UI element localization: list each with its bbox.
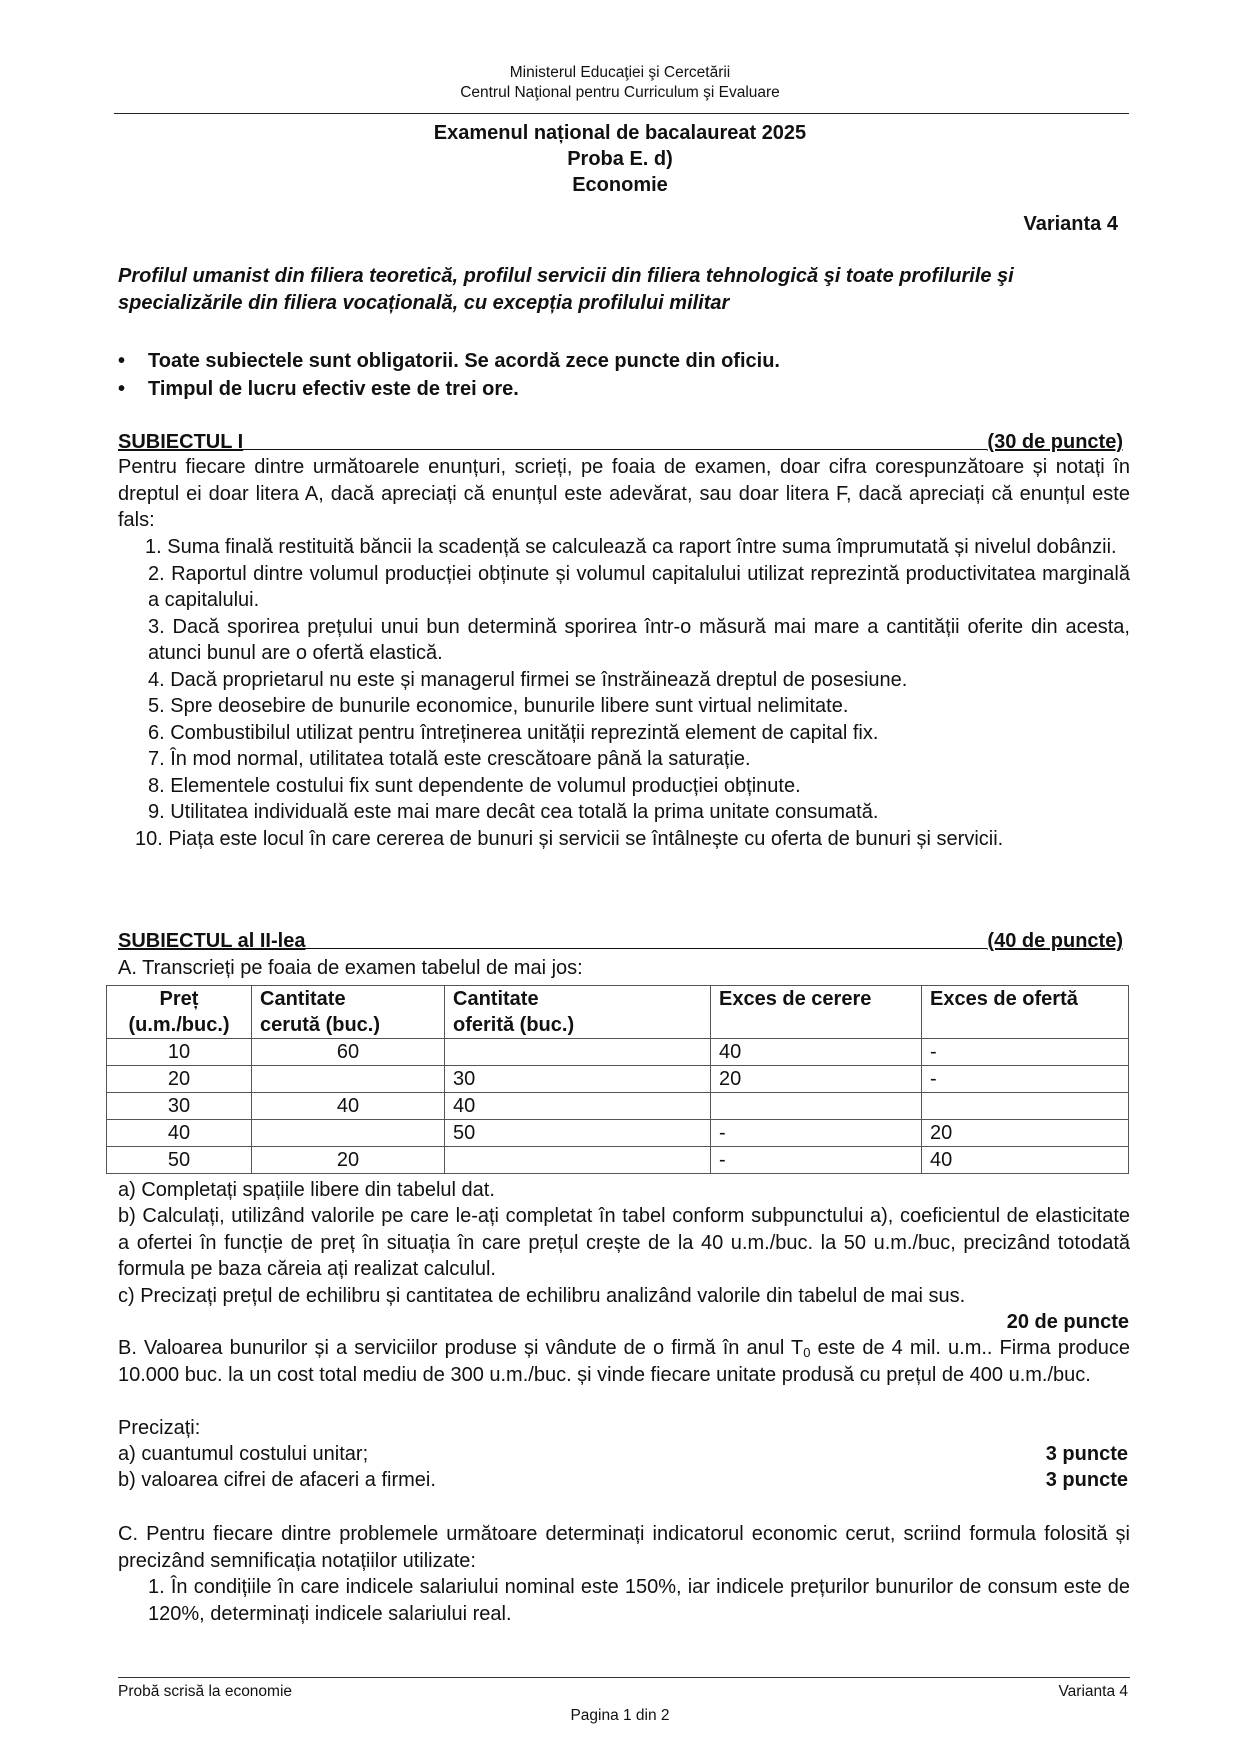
- ministry-name: Ministerul Educaţiei şi Cercetării: [509, 64, 731, 81]
- footer-exam-name: Probă scrisă la economie: [118, 1683, 293, 1700]
- table-row: [107, 1147, 1129, 1174]
- subject2-b-task-b: b) valoarea cifrei de afaceri a firmei. 3 puncte: [118, 1467, 1128, 1494]
- statement-item: 6. Combustibilul utilizat pentru întreținerea unității reprezintă element de capital fix.: [148, 721, 879, 744]
- cell-excess-demand: 40: [711, 1039, 922, 1066]
- subject2-b-a-points: 3 puncte: [1045, 1443, 1128, 1465]
- subject2-b-task-a: a) cuantumul costului unitar; 3 puncte: [118, 1441, 1128, 1468]
- rule-item: • Timpul de lucru efectiv este de trei ore.: [118, 375, 780, 403]
- footer-variant: Varianta 4: [1058, 1683, 1128, 1700]
- subject1-instructions: Pentru fiecare dintre următoarele enunțuri, scrieți, pe foaia de examen, doar cifra corespunzătoare și notați în dreptul ei doar litera A, dacă apreciați că enunțul este adevărat, sau doar litera F, dacă apreciați că enunțul este fals:: [118, 456, 1130, 531]
- subject2-c-item1: 1. În condițiile în care indicele salariului nominal este 150%, iar indicele prețurilor bunurilor de consum este de 120%, determinați indicele salariului real.: [148, 1576, 1130, 1625]
- cell-demanded: 20: [252, 1147, 445, 1174]
- header-divider: [114, 113, 1129, 114]
- statement-item: 10. Piața este locul în care cererea de bunuri și servicii se întâlnește cu oferta de bunuri și servicii.: [135, 827, 1004, 850]
- cell-excess-supply: -: [922, 1066, 1129, 1093]
- cell-demanded: [252, 1066, 445, 1093]
- rule-item: • Toate subiectele sunt obligatorii. Se acordă zece puncte din oficiu.: [118, 347, 780, 375]
- evaluation-center-name: Centrul Naţional pentru Curriculum şi Evaluare: [460, 84, 780, 101]
- table-row: [107, 1093, 1129, 1120]
- subject2-a-points: 20 de puncte: [1006, 1311, 1129, 1333]
- table-row: [107, 1120, 1129, 1147]
- header-excess-demand: Exces de cerere: [711, 986, 922, 1039]
- table-row: [107, 1066, 1129, 1093]
- cell-supplied: 50: [445, 1120, 711, 1147]
- header-excess-supply: Exces de ofertă: [922, 986, 1129, 1039]
- cell-supplied: 30: [445, 1066, 711, 1093]
- statement-item: 4. Dacă proprietarul nu este și managerul firmei se înstrăinează dreptul de posesiune.: [148, 668, 908, 691]
- cell-excess-demand: 20: [711, 1066, 922, 1093]
- subject2-b-text: B. Valoarea bunurilor și a serviciilor produse și vândute de o firmă în anul $T_0$ este de 4 mil. u.m.. Firma produce 10.000 buc. la un cost total mediu de 300 u.m./buc. și vinde fiecare unitate produsă cu prețul de 400 u.m./buc.: [118, 1337, 1130, 1386]
- header-demanded-qty: Cantitate cerută (buc.): [252, 986, 445, 1039]
- bullet-icon: •: [118, 350, 126, 372]
- statement-item: 8. Elementele costului fix sunt dependente de volumul producției obținute.: [148, 774, 801, 797]
- cell-price: 20: [107, 1066, 252, 1093]
- cell-supplied: 40: [445, 1093, 711, 1120]
- bullet-icon: •: [118, 378, 126, 400]
- statement-item: 7. În mod normal, utilitatea totală este crescătoare până la saturație.: [148, 748, 751, 770]
- cell-demanded: 40: [252, 1093, 445, 1120]
- statement-item: 9. Utilitatea individuală este mai mare decât cea totală la prima unitate consumată.: [148, 801, 879, 823]
- header-price: Preț (u.m./buc.): [107, 986, 252, 1039]
- subject2-c-intro: C. Pentru fiecare dintre problemele următoare determinați indicatorul economic cerut, scriind formula folosită și precizând semnificația notațiilor utilizate:: [118, 1523, 1130, 1572]
- subject2-b-b-points: 3 puncte: [1045, 1469, 1128, 1491]
- exam-title: Examenul național de bacalaureat 2025: [433, 122, 807, 144]
- subject1-items: [118, 534, 1130, 852]
- market-table: [106, 985, 1129, 1174]
- cell-price: 40: [107, 1120, 252, 1147]
- cell-excess-demand: -: [711, 1147, 922, 1174]
- subject1-title: SUBIECTUL I: [118, 431, 244, 453]
- cell-price: 30: [107, 1093, 252, 1120]
- subject2-points: (40 de puncte): [987, 930, 1123, 952]
- subject2-heading: [118, 929, 1123, 953]
- cell-excess-supply: 40: [922, 1147, 1129, 1174]
- header-supplied-qty: Cantitate oferită (buc.): [445, 986, 711, 1039]
- statement-item: 5. Spre deosebire de bunurile economice, bunurile libere sunt virtual nelimitate.: [148, 695, 849, 717]
- cell-price: 50: [107, 1147, 252, 1174]
- cell-excess-demand: [711, 1093, 922, 1120]
- subject2-title: SUBIECTUL al II-lea: [118, 930, 306, 952]
- subject2-a-intro: A. Transcrieți pe foaia de examen tabelul de mai jos:: [118, 957, 583, 979]
- cell-supplied: [445, 1147, 711, 1174]
- exam-subject: Economie: [572, 174, 668, 196]
- cell-demanded: 60: [252, 1039, 445, 1066]
- subject2-a-task-c: c) Precizați prețul de echilibru și cantitatea de echilibru analizând valorile din tabelul de mai sus.: [118, 1285, 966, 1307]
- rules-list: [118, 347, 780, 403]
- cell-excess-supply: -: [922, 1039, 1129, 1066]
- statement-item: 1. Suma finală restituită băncii la scadență se calculează ca raport între suma împrumutată și nivelul dobânzii.: [145, 536, 1117, 558]
- subject1-heading: [118, 430, 1123, 454]
- table-header-row: [107, 986, 1129, 1039]
- table-row: [107, 1039, 1129, 1066]
- subject2-b-prompt: Precizați:: [118, 1417, 201, 1439]
- exam-proba: Proba E. d): [567, 148, 673, 170]
- cell-supplied: [445, 1039, 711, 1066]
- cell-demanded: [252, 1120, 445, 1147]
- cell-excess-supply: 20: [922, 1120, 1129, 1147]
- statement-item: 2. Raportul dintre volumul producției obținute și volumul capitalului utilizat reprezintă productivitatea marginală a capitalului.: [148, 562, 1130, 611]
- subject2-a-task-b: b) Calculați, utilizând valorile pe care le-ați completat în tabel conform subpunctului a), coeficientul de elasticitate a ofertei în funcție de preț în situația în care prețul crește de la 40 u.m./buc. la 50 u.m./buc, precizând totodată formula pe baza căreia ați realizat calculul.: [118, 1205, 1130, 1280]
- statement-item: 3. Dacă sporirea prețului unui bun determină sporirea într-o măsură mai mare a cantității oferite din acesta, atunci bunul are o ofertă elastică.: [148, 615, 1130, 664]
- subject1-points: (30 de puncte): [987, 431, 1123, 453]
- profile-description: Profilul umanist din filiera teoretică, profilul servicii din filiera tehnologică şi toate profilurile şi specializările din filiera vocațională, cu excepția profilului militar: [118, 265, 1014, 314]
- cell-excess-supply: [922, 1093, 1129, 1120]
- variant-label: Varianta 4: [1023, 213, 1118, 235]
- footer-divider: [118, 1677, 1130, 1678]
- cell-excess-demand: -: [711, 1120, 922, 1147]
- cell-price: 10: [107, 1039, 252, 1066]
- page-number: Pagina 1 din 2: [570, 1707, 670, 1724]
- subject2-a-task-a: a) Completați spațiile libere din tabelul dat.: [118, 1179, 495, 1201]
